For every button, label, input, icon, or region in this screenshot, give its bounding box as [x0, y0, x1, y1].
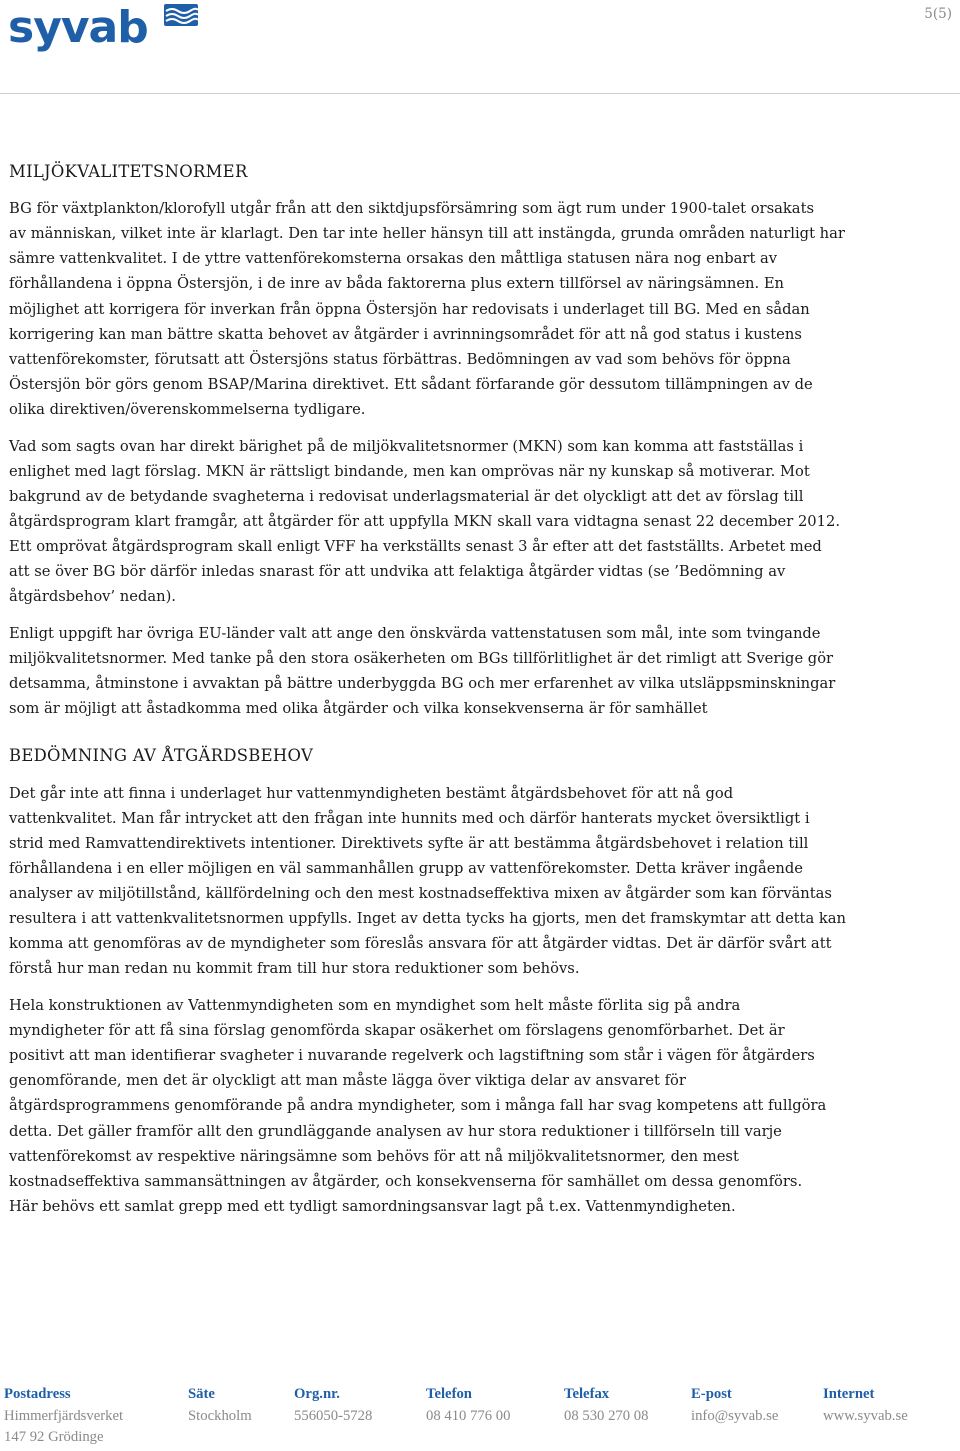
- syvab-logo: [8, 0, 200, 58]
- body-line: som är möjligt att åstadkomma med olika åtgärder och vilka konsekvenserna är för samhället: [9, 700, 708, 717]
- body-line: åtgärdsbehov’ nedan).: [9, 588, 176, 605]
- body-line: möjlighet att korrigera för inverkan från öppna Östersjön har redovisats i underlaget till BG. Med en sådan: [9, 301, 810, 318]
- body-line: myndigheter för att få sina förslag genomförda skapar osäkerhet om förslagens genomförbarhet. Det är: [9, 1022, 785, 1039]
- footer-email[interactable]: info@syvab.se: [691, 1407, 779, 1424]
- footer-label: Telefax: [564, 1386, 610, 1402]
- footer-col-orgnr: [294, 1384, 372, 1427]
- body-line: Här behövs ett samlat grepp med ett tydligt samordningsansvar lagt på t.ex. Vattenmyndigheten.: [9, 1198, 736, 1215]
- body-line: Vad som sagts ovan har direkt bärighet på de miljökvalitetsnormer (MKN) som kan komma att fastställas i: [9, 438, 804, 455]
- footer-label: Postadress: [4, 1386, 71, 1402]
- footer-col-sate: [188, 1384, 252, 1427]
- body-line: bakgrund av de betydande svagheterna i redovisat underlagsmaterial är det olyckligt att det av förslag till: [9, 488, 804, 505]
- footer-col-epost: [691, 1384, 778, 1427]
- body-line: åtgärdsprogram klart framgår, att åtgärder för att uppfylla MKN skall vara vidtagna senast 22 december 2012.: [9, 513, 840, 530]
- footer-value: Himmerfjärdsverket: [4, 1407, 124, 1424]
- body-line: Hela konstruktionen av Vattenmyndigheten som en myndighet som helt måste förlita sig på andra: [9, 997, 741, 1014]
- body-line: detsamma, åtminstone i avvaktan på bättre underbyggda BG och mer erfarenhet av vilka utsläppsminskningar: [9, 675, 836, 692]
- body-line: förhållandena i öppna Östersjön, i de inre av båda faktorerna plus extern tillförsel av näringsämnen. En: [9, 275, 785, 292]
- body-line: sämre vattenkvalitet. I de yttre vattenförekomsterna orsakas den måttliga statusen nära nog enbart av: [9, 250, 778, 267]
- footer-value: 08 410 776 00: [426, 1407, 511, 1424]
- footer-label: Telefon: [426, 1386, 472, 1402]
- body-line: enlighet med lagt förslag. MKN är rättsligt bindande, men kan omprövas när ny kunskap så motiverar. Mot: [9, 463, 810, 480]
- body-line: att se över BG bör därför inledas snarast för att undvika att felaktiga åtgärder vidtas (se ’Bedömning av: [9, 563, 786, 580]
- body-line: miljökvalitetsnormer. Med tanke på den stora osäkerheten om BGs tillförlitlighet är det rimligt att Sverige gör: [9, 650, 834, 667]
- footer-value: Stockholm: [188, 1407, 252, 1424]
- body-line: strid med Ramvattendirektivets intentioner. Direktivets syfte är att bestämma åtgärdsbehovet i relation till: [9, 835, 809, 852]
- body-line: Det går inte att finna i underlaget hur vattenmyndigheten bestämt åtgärdsbehovet för att nå god: [9, 785, 734, 802]
- contact-footer: [0, 1384, 960, 1451]
- footer-label: Säte: [188, 1386, 215, 1402]
- body-line: förhållandena i en eller möjligen en väl sammanhållen grupp av vattenförekomster. Detta kräver ingående: [9, 860, 803, 877]
- body-line: detta. Det gäller framför allt den grundläggande analysen av hur stora reduktioner i tillförseln till varje: [9, 1123, 782, 1140]
- wave-icon: [164, 4, 198, 26]
- body-line: genomförande, men det är olyckligt att man måste lägga över viktiga delar av ansvaret för: [9, 1072, 686, 1089]
- footer-label: E-post: [691, 1386, 732, 1402]
- body-line: vattenförekomster, förutsatt att Östersjöns status förbättras. Bedömningen av vad som behövs för öppna: [9, 351, 791, 368]
- body-line: analyser av miljötillstånd, källfördelning och den mest kostnadseffektiva mixen av åtgärder som kan förväntas: [9, 885, 832, 902]
- section-heading-miljokvalitetsnormer: MILJÖKVALITETSNORMER: [9, 162, 248, 181]
- body-line: Ett omprövat åtgärdsprogram skall enligt VFF ha verkställts senast 3 år efter att det fastställts. Arbetet med: [9, 538, 822, 555]
- footer-col-postadress: [4, 1384, 123, 1449]
- section-heading-bedomning: BEDÖMNING AV ÅTGÄRDSBEHOV: [9, 746, 314, 765]
- body-line: BG för växtplankton/klorofyll utgår från att den siktdjupsförsämring som ägt rum under 1900-talet orsakats: [9, 200, 815, 217]
- body-line: förstå hur man redan nu kommit fram till hur stora reduktioner som behövs.: [9, 960, 580, 977]
- body-line: olika direktiven/överenskommelserna tydligare.: [9, 401, 366, 418]
- body-line: av människan, vilket inte är klarlagt. Den tar inte heller hänsyn till att instängda, grunda områden naturligt har: [9, 225, 845, 242]
- body-line: vattenförekomst av respektive näringsämne som behövs för att nå miljökvalitetsnormer, den mest: [9, 1148, 739, 1165]
- body-line: Östersjön bör görs genom BSAP/Marina direktivet. Ett sådant förfarande gör dessutom tillämpningen av de: [9, 376, 813, 393]
- body-line: korrigering kan man bättre skatta behovet av åtgärder i avrinningsområdet för att nå god status i kustens: [9, 326, 802, 343]
- body-line: åtgärdsprogrammens genomförande på andra myndigheter, som i många fall har svag kompetens att fullgöra: [9, 1097, 827, 1114]
- body-line: kostnadseffektiva sammansättningen av åtgärder, och konsekvenserna för samhället om dessa genomförs.: [9, 1173, 803, 1190]
- footer-website-link[interactable]: www.syvab.se: [823, 1407, 908, 1424]
- body-line: vattenkvalitet. Man får intrycket att den frågan inte hunnits med och därför hanterats mycket översiktligt i: [9, 810, 810, 827]
- footer-col-telefon: [426, 1384, 510, 1427]
- footer-col-telefax: [564, 1384, 648, 1427]
- body-line: resultera i att vattenkvalitetsnormen uppfylls. Inget av detta tycks ha gjorts, men det framskymtar att detta kan: [9, 910, 846, 927]
- footer-value: 556050-5728: [294, 1407, 373, 1424]
- body-line: komma att genomföras av de myndigheter som föreslås ansvara för att åtgärder vidtas. Det är därför svårt att: [9, 935, 832, 952]
- footer-label: Org.nr.: [294, 1386, 340, 1402]
- body-line: Enligt uppgift har övriga EU-länder valt att ange den önskvärda vattenstatusen som mål, inte som tvingande: [9, 625, 821, 642]
- header-divider: [0, 93, 960, 94]
- footer-value: 08 530 270 08: [564, 1407, 649, 1424]
- footer-col-internet: [823, 1384, 908, 1427]
- svg-text:syvab: syvab: [8, 2, 148, 53]
- page-number: 5(5): [924, 6, 952, 22]
- footer-value: 147 92 Grödinge: [4, 1429, 104, 1445]
- body-line: positivt att man identifierar svagheter i nuvarande regelverk och lagstiftning som står i vägen för åtgärders: [9, 1047, 815, 1064]
- footer-label: Internet: [823, 1386, 875, 1402]
